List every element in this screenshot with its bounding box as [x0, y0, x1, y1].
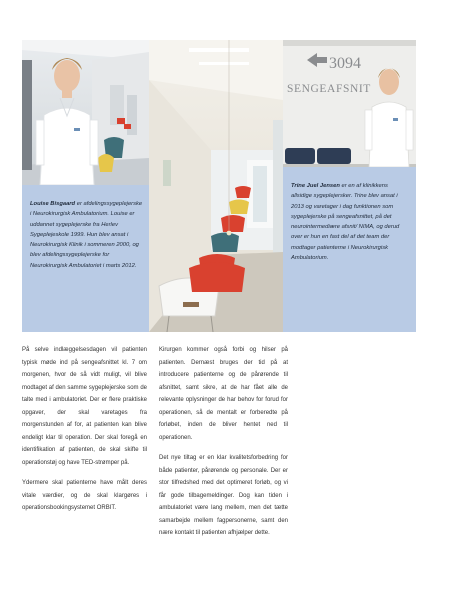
photo-trine	[283, 40, 416, 167]
caption-trine	[283, 167, 416, 332]
caption-louise-text: er afdelingssygeplejerske i Neurokirurgisk Ambulatorium. Louise er uddannet sygeplejerske fra Herlev Sygeplejeskole 1999. Hun blev ansat i Neurokirurgisk Klinik i sommeren 2000, og blev afdelingssygeplejerske for Neurokirurgisk Ambulatoriet i marts 2012.	[30, 201, 143, 269]
photo-collage	[22, 40, 416, 332]
caption-trine-text: er en af klinikkens allsidige sygeplejersker. Trine blev ansat i 2013 og varetager i dag funktionen som sygeplejerske på sengeafsnittet, på det neurointermediære afsnit/ NIMA, og derud over er hun en fast del af det team der modtager patienterne i Neurokirurgisk Ambulatorium.	[291, 183, 400, 262]
caption-louise	[22, 185, 149, 332]
photo-waiting-area	[149, 40, 283, 332]
paragraph: Kirurgen kommer også forbi og hilser på patienten. Dernæst bruges der tid på at introducere patienterne og de pårørende til afsnittet, samt sikre, at de har fået alle de relevante oplysninger de har behov for forud for operationen, så de mentalt er forberedte på forløbet, inden de bliver hentet ned til operationen.	[159, 347, 288, 441]
paragraph: Det nye tiltag er en klar kvalitetsforbedring for både patienter, pårørende og personale. Der er stor tilfredshed med det optimeret forløb, og vi får gode tilbagemeldinger. Dog kan tiden i ambulatoriet være lang mellem, men det tætte samarbejde mellem fagpersonerne, samt den nære kontakt til patienten afhjælper dette.	[159, 455, 288, 536]
paragraph: Ydermere skal patienterne have målt deres vitale værdier, og de skal klargøres i operationsbookingsystemet ORBIT.	[22, 480, 147, 511]
caption-louise-name: Louise Bisgaard	[30, 201, 76, 207]
article-column-1	[22, 344, 147, 523]
caption-trine-name: Trine Juel Jensen	[291, 183, 340, 189]
sign-number: 3094	[329, 55, 361, 72]
paragraph: På selve indlæggelsesdagen vil patienten typisk møde ind på sengeafsnittet kl. 7 om morgenen, hvor de så vidt muligt, vil blive modtaget af den samme sygeplejerske som de talte med i ambulatoriet. Der er flere praktiske opgaver, der skal varetages fra morgenstunden af for, at patienten kan blive endeligt klar til operation. Der skal foregå en identifikation af patienten, de skal skifte til operationstøj og have TED-strømper på.	[22, 347, 147, 466]
sign-word: SENGEAFSNIT	[287, 83, 371, 95]
article-column-2	[159, 344, 288, 548]
photo-louise	[22, 40, 149, 185]
